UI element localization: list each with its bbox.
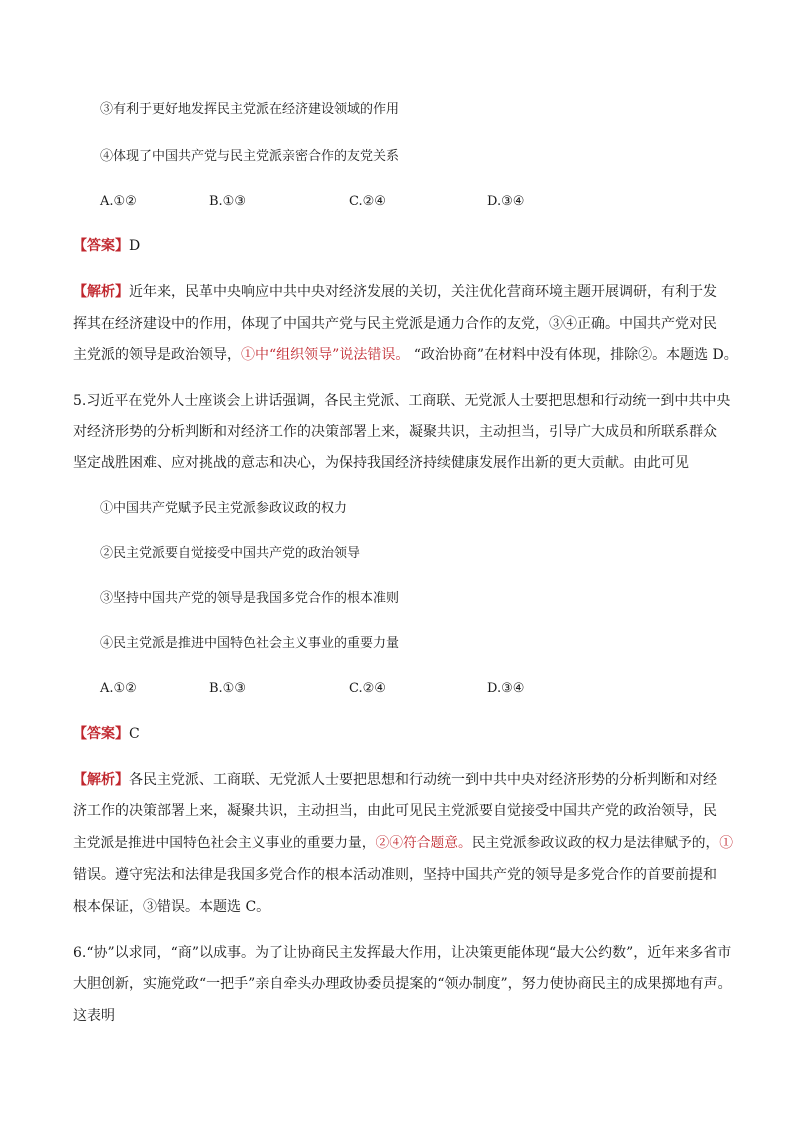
analysis-text: 错误。遵守宪法和法律是我国多党合作的根本活动准则，坚持中国共产党的领导是多党合作的首要前提和: [73, 867, 717, 883]
analysis-text: “政治协商”在材料中没有体现，排除②。本题选 D。: [409, 347, 738, 363]
analysis-text: 济工作的决策部署上来，凝聚共识，主动担当，由此可见民主党派要自觉接受中国共产党的政治领导，民: [73, 803, 717, 819]
answer-value: C: [129, 726, 140, 742]
q5-stem-line: 坚定战胜困难、应对挑战的意志和决心，为保持我国经济持续健康发展作出新的更大贡献。由此可见: [73, 455, 689, 471]
q5-option-c: C.②④: [349, 681, 386, 696]
q5-item-2: ②民主党派要自觉接受中国共产党的政治领导: [100, 546, 361, 561]
analysis-text: 主党派是推进中国特色社会主义事业的重要力量，: [73, 835, 376, 851]
analysis-text: 民主党派参政议政的权力是法律赋予的，: [471, 835, 720, 851]
q4-item-3: ③有利于更好地发挥民主党派在经济建设领域的作用: [100, 102, 400, 117]
answer-tag: 【答案】: [73, 238, 129, 254]
analysis-text: 各民主党派、工商联、无党派人士要把思想和行动统一到中共中央对经济形势的分析判断和对经: [129, 772, 717, 788]
q5-stem-line: 对经济形势的分析判断和对经济工作的决策部署上来，凝聚共识，主动担当，引导广大成员和所联系群众: [73, 424, 717, 440]
answer-tag: 【答案】: [73, 726, 129, 742]
q5-stem-line: 5.习近平在党外人士座谈会上讲话强调，各民主党派、工商联、无党派人士要把思想和行动统一到中共中央: [73, 393, 731, 409]
q4-answer: [73, 236, 140, 256]
q5-item-4: ④民主党派是推进中国特色社会主义事业的重要力量: [100, 636, 400, 651]
q5-option-b: B.①③: [209, 681, 246, 696]
analysis-text: 近年来，民革中央响应中共中央对经济发展的关切，关注优化营商环境主题开展调研，有利于发: [129, 284, 717, 300]
q5-option-a: A.①②: [100, 681, 137, 696]
q4-option-d: D.③④: [487, 194, 525, 209]
analysis-highlight: ①中“组织领导”说法错误。: [241, 347, 410, 363]
analysis-text: 挥其在经济建设中的作用，体现了中国共产党与民主党派是通力合作的友党，③④正确。中国共产党对民: [73, 316, 717, 332]
q4-option-a: A.①②: [100, 194, 137, 209]
q6-stem-line: 大胆创新，实施党政“一把手”亲自牵头办理政协委员提案的“领办制度”，努力使协商民主的成果掷地有声。: [73, 976, 732, 992]
q5-item-1: ①中国共产党赋予民主党派参政议政的权力: [100, 501, 348, 516]
analysis-text: 主党派的领导是政治领导，: [73, 347, 241, 363]
q4-option-b: B.①③: [209, 194, 246, 209]
analysis-tag: 【解析】: [73, 284, 129, 300]
q4-option-c: C.②④: [349, 194, 386, 209]
analysis-text: 根本保证，③错误。本题选 C。: [73, 899, 271, 915]
analysis-highlight: ②④符合题意。: [375, 835, 472, 851]
q5-answer: [73, 724, 140, 744]
q4-item-4: ④体现了中国共产党与民主党派亲密合作的友党关系: [100, 149, 400, 164]
q5-option-d: D.③④: [487, 681, 525, 696]
analysis-tag: 【解析】: [73, 772, 129, 788]
answer-value: D: [129, 238, 141, 254]
q6-stem-line: 6.“协”以求同，“商”以成事。为了让协商民主发挥最大作用，让决策更能体现“最大公约数”，近年来多省市: [73, 945, 732, 961]
q6-stem-line: 这表明: [73, 1008, 115, 1024]
analysis-highlight: ①: [719, 835, 734, 851]
q5-item-3: ③坚持中国共产党的领导是我国多党合作的根本准则: [100, 591, 400, 606]
